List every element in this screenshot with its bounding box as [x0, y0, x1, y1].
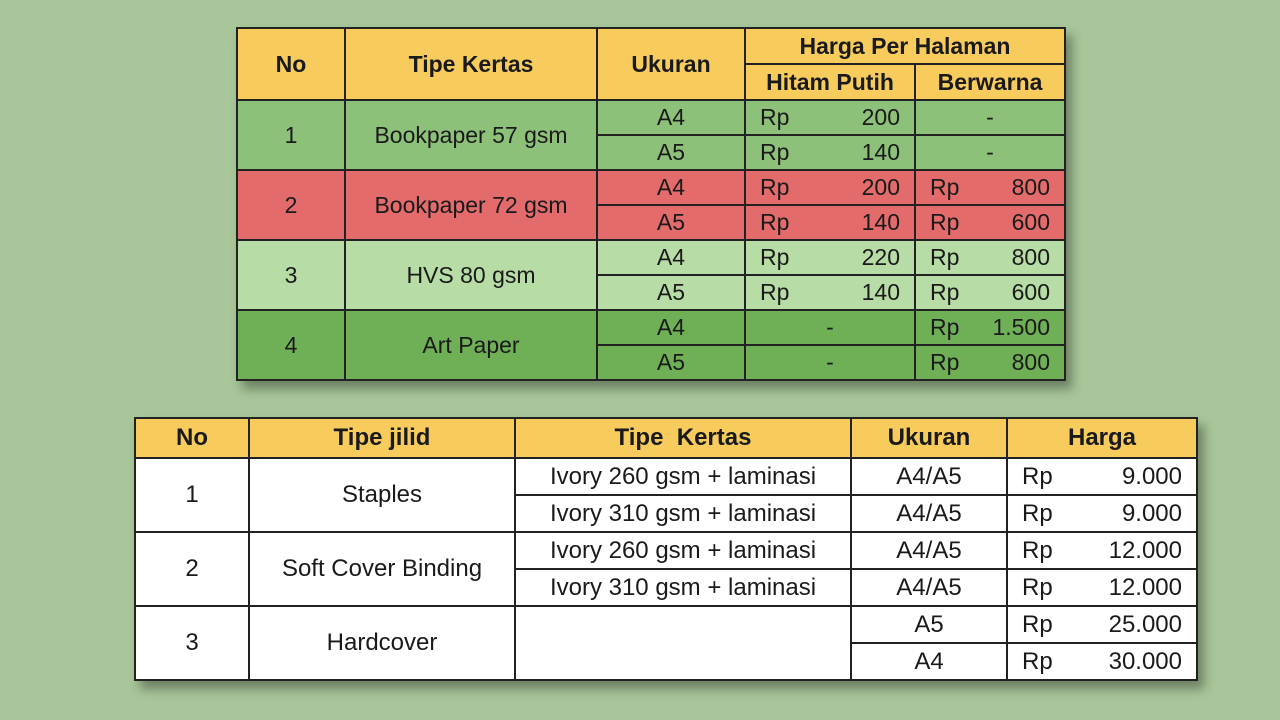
row-tipe-kertas: Ivory 310 gsm + laminasi: [515, 569, 851, 606]
price-berwarna: -: [915, 100, 1065, 135]
currency: Rp: [930, 174, 960, 200]
row-tipe-kertas: [515, 606, 851, 680]
row-harga: [1007, 458, 1197, 495]
row-ukuran: A5: [597, 275, 745, 310]
amount: 9.000: [1121, 462, 1182, 490]
row-ukuran: A4: [597, 100, 745, 135]
price-berwarna: [915, 345, 1065, 380]
currency: Rp: [1022, 536, 1053, 564]
row-ukuran: A4/A5: [851, 458, 1007, 495]
currency: Rp: [930, 209, 960, 235]
header-ukuran: Ukuran: [597, 28, 745, 100]
row-tipe-kertas: Ivory 310 gsm + laminasi: [515, 495, 851, 532]
row-ukuran: A4/A5: [851, 532, 1007, 569]
amount: 140: [861, 279, 900, 305]
header-tipe-jilid: Tipe jilid: [249, 418, 515, 458]
row-ukuran: A5: [597, 135, 745, 170]
price-hitam-putih: [745, 170, 915, 205]
row-no: 2: [135, 532, 249, 606]
amount: 200: [861, 104, 900, 130]
currency: Rp: [930, 244, 960, 270]
currency: Rp: [1022, 610, 1053, 638]
currency: Rp: [1022, 573, 1053, 601]
price-berwarna: [915, 275, 1065, 310]
row-tipe-kertas: HVS 80 gsm: [345, 240, 597, 310]
header-hitam-putih: Hitam Putih: [745, 64, 915, 100]
amount: 140: [861, 209, 900, 235]
amount: 12.000: [1108, 573, 1182, 601]
table-row: [237, 310, 1065, 345]
row-tipe-jilid: Staples: [249, 458, 515, 532]
amount: 9.000: [1121, 499, 1182, 527]
table-row: [237, 100, 1065, 135]
row-harga: [1007, 495, 1197, 532]
row-ukuran: A4/A5: [851, 569, 1007, 606]
row-tipe-jilid: Soft Cover Binding: [249, 532, 515, 606]
table-row: [237, 240, 1065, 275]
amount: 600: [1011, 279, 1050, 305]
price-hitam-putih: -: [745, 310, 915, 345]
currency: Rp: [760, 209, 790, 235]
row-no: 4: [237, 310, 345, 380]
amount: 800: [1011, 349, 1050, 375]
amount: 800: [1011, 174, 1050, 200]
price-berwarna: [915, 240, 1065, 275]
row-tipe-kertas: Bookpaper 72 gsm: [345, 170, 597, 240]
paper-price-table: [236, 27, 1066, 381]
header-harga: Harga: [1007, 418, 1197, 458]
table-row: [135, 532, 1197, 569]
amount: 200: [861, 174, 900, 200]
price-berwarna: [915, 170, 1065, 205]
amount: 220: [861, 244, 900, 270]
row-no: 3: [237, 240, 345, 310]
binding-price-table: [134, 417, 1198, 681]
header-no: No: [237, 28, 345, 100]
row-ukuran: A4: [597, 310, 745, 345]
currency: Rp: [760, 174, 790, 200]
table-row: [135, 458, 1197, 495]
table-row: [135, 606, 1197, 643]
header-tipe-kertas: Tipe Kertas: [345, 28, 597, 100]
row-ukuran: A4: [597, 170, 745, 205]
currency: Rp: [1022, 462, 1053, 490]
row-tipe-kertas: Art Paper: [345, 310, 597, 380]
price-hitam-putih: [745, 205, 915, 240]
amount: 30.000: [1108, 647, 1182, 675]
price-berwarna: -: [915, 135, 1065, 170]
row-no: 1: [135, 458, 249, 532]
row-no: 1: [237, 100, 345, 170]
currency: Rp: [760, 104, 790, 130]
amount: 600: [1011, 209, 1050, 235]
price-hitam-putih: [745, 240, 915, 275]
header-ukuran: Ukuran: [851, 418, 1007, 458]
header-harga-per-halaman: Harga Per Halaman: [745, 28, 1065, 64]
header-berwarna: Berwarna: [915, 64, 1065, 100]
currency: Rp: [760, 279, 790, 305]
amount: 25.000: [1108, 610, 1182, 638]
price-hitam-putih: -: [745, 345, 915, 380]
row-ukuran: A5: [597, 205, 745, 240]
row-tipe-kertas: Ivory 260 gsm + laminasi: [515, 532, 851, 569]
price-hitam-putih: [745, 100, 915, 135]
row-no: 2: [237, 170, 345, 240]
amount: 800: [1011, 244, 1050, 270]
row-ukuran: A4/A5: [851, 495, 1007, 532]
price-berwarna: [915, 205, 1065, 240]
table-row: [237, 170, 1065, 205]
price-berwarna: [915, 310, 1065, 345]
price-hitam-putih: [745, 275, 915, 310]
row-harga: [1007, 569, 1197, 606]
row-no: 3: [135, 606, 249, 680]
row-tipe-kertas: Ivory 260 gsm + laminasi: [515, 458, 851, 495]
header-tipe-kertas: Tipe Kertas: [515, 418, 851, 458]
currency: Rp: [760, 139, 790, 165]
currency: Rp: [930, 279, 960, 305]
currency: Rp: [1022, 647, 1053, 675]
row-ukuran: A4: [851, 643, 1007, 680]
row-harga: [1007, 532, 1197, 569]
amount: 140: [861, 139, 900, 165]
row-ukuran: A5: [597, 345, 745, 380]
currency: Rp: [930, 314, 960, 340]
row-tipe-kertas: Bookpaper 57 gsm: [345, 100, 597, 170]
currency: Rp: [930, 349, 960, 375]
row-harga: [1007, 606, 1197, 643]
row-tipe-jilid: Hardcover: [249, 606, 515, 680]
row-harga: [1007, 643, 1197, 680]
price-hitam-putih: [745, 135, 915, 170]
currency: Rp: [1022, 499, 1053, 527]
row-ukuran: A4: [597, 240, 745, 275]
amount: 12.000: [1108, 536, 1182, 564]
header-no: No: [135, 418, 249, 458]
currency: Rp: [760, 244, 790, 270]
row-ukuran: A5: [851, 606, 1007, 643]
amount: 1.500: [992, 314, 1050, 340]
